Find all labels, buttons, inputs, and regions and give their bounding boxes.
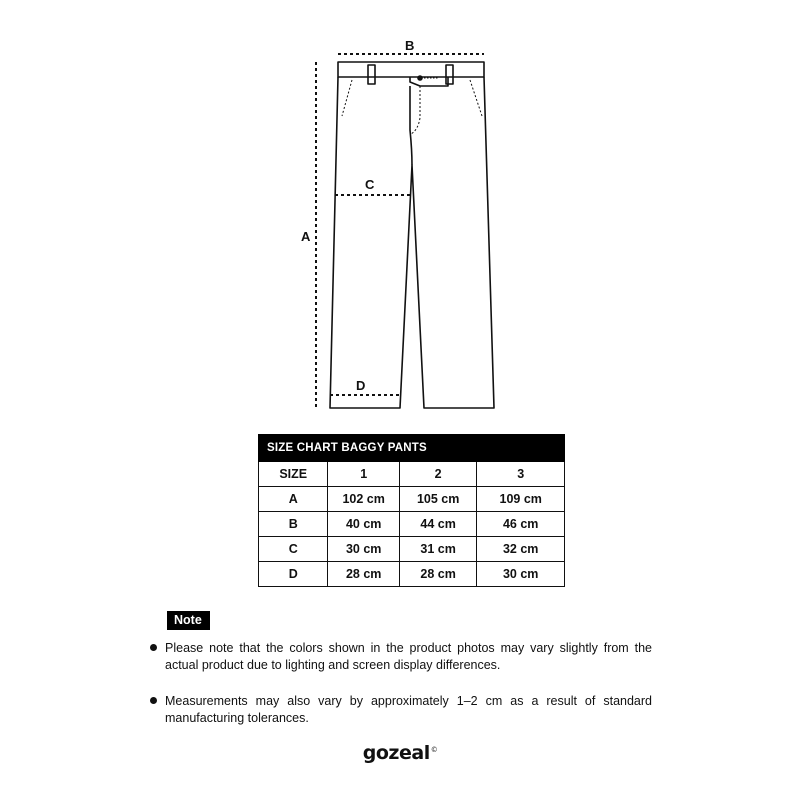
table-cell: 28 cm <box>399 562 477 587</box>
table-row <box>259 537 565 562</box>
table-cell: 28 cm <box>328 562 399 587</box>
header-size-3: 3 <box>477 462 565 487</box>
header-size-2: 2 <box>399 462 477 487</box>
row-label: D <box>259 562 328 587</box>
belt-loop-left <box>368 65 375 84</box>
list-item <box>150 693 652 727</box>
table-cell: 30 cm <box>328 537 399 562</box>
fly-seam <box>410 86 412 165</box>
note-list <box>150 640 652 746</box>
table-cell: 44 cm <box>399 512 477 537</box>
row-label: A <box>259 487 328 512</box>
note-text: Please note that the colors shown in the product photos may vary slightly from the actual product due to lighting and screen display differences. <box>165 641 652 672</box>
table-cell: 40 cm <box>328 512 399 537</box>
table-cell: 102 cm <box>328 487 399 512</box>
note-badge: Note <box>167 611 210 630</box>
table-cell: 32 cm <box>477 537 565 562</box>
label-b: B <box>405 38 415 53</box>
bullet-icon <box>150 697 157 704</box>
pocket-right <box>470 80 482 116</box>
size-chart-table <box>258 434 565 587</box>
button-icon <box>417 75 423 81</box>
table-header-row <box>259 462 565 487</box>
label-d: D <box>356 378 366 393</box>
note-text: Measurements may also vary by approximately 1–2 cm as a result of standard manufacturing tolerances. <box>165 694 652 725</box>
pants-outline <box>330 77 494 408</box>
copyright-mark: © <box>430 745 438 754</box>
row-label: C <box>259 537 328 562</box>
table-row <box>259 562 565 587</box>
pocket-left <box>342 80 352 116</box>
table-title: SIZE CHART BAGGY PANTS <box>259 435 565 462</box>
waistband <box>338 62 484 77</box>
table-cell: 105 cm <box>399 487 477 512</box>
table-row <box>259 512 565 537</box>
table-cell: 109 cm <box>477 487 565 512</box>
table-cell: 31 cm <box>399 537 477 562</box>
header-size-1: 1 <box>328 462 399 487</box>
brand-name: gozeal <box>362 742 430 764</box>
fly-notch <box>410 77 448 86</box>
brand-logo <box>0 742 800 764</box>
table-cell: 46 cm <box>477 512 565 537</box>
label-a: A <box>301 229 311 244</box>
table-cell: 30 cm <box>477 562 565 587</box>
belt-loop-right <box>446 65 453 84</box>
header-size: SIZE <box>259 462 328 487</box>
label-c: C <box>365 177 375 192</box>
table-row <box>259 487 565 512</box>
bullet-icon <box>150 644 157 651</box>
fly-stitch <box>411 86 420 134</box>
row-label: B <box>259 512 328 537</box>
list-item <box>150 640 652 674</box>
